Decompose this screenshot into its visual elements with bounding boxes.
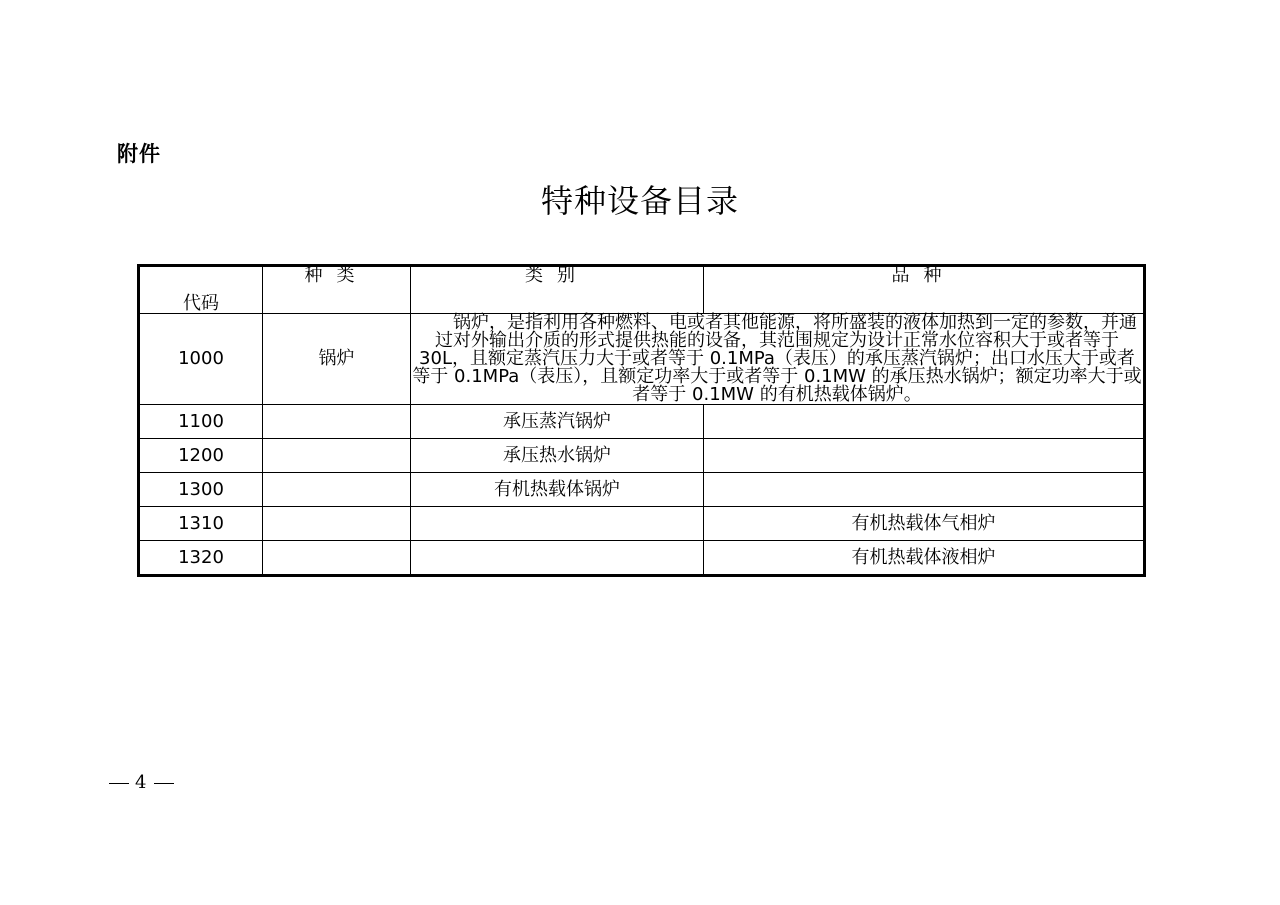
cell-code: 1200 bbox=[139, 439, 263, 473]
cell-category: 承压蒸汽锅炉 bbox=[411, 405, 704, 439]
cell-kind bbox=[263, 473, 411, 507]
cell-variety bbox=[704, 405, 1145, 439]
cell-variety bbox=[704, 439, 1145, 473]
cell-code: 1310 bbox=[139, 507, 263, 541]
cell-code: 1300 bbox=[139, 473, 263, 507]
table-row bbox=[139, 473, 1145, 507]
document-title: 特种设备目录 bbox=[540, 182, 739, 220]
cell-code: 1100 bbox=[139, 405, 263, 439]
cell-kind bbox=[263, 541, 411, 576]
table-header-row bbox=[139, 266, 1145, 314]
cell-category bbox=[411, 541, 704, 576]
cell-code: 1320 bbox=[139, 541, 263, 576]
cell-kind: 锅炉 bbox=[263, 314, 411, 405]
cell-category: 承压热水锅炉 bbox=[411, 439, 704, 473]
table-row bbox=[139, 507, 1145, 541]
page-number-value: 4 bbox=[135, 772, 149, 793]
cell-kind bbox=[263, 405, 411, 439]
cell-description bbox=[411, 314, 1145, 405]
header-kind: 种类 bbox=[263, 266, 411, 314]
table-row-main bbox=[139, 314, 1145, 405]
table-row bbox=[139, 405, 1145, 439]
header-variety: 品种 bbox=[704, 266, 1145, 314]
cell-kind bbox=[263, 439, 411, 473]
dash-left bbox=[109, 783, 129, 784]
header-category: 类别 bbox=[411, 266, 704, 314]
cell-kind bbox=[263, 507, 411, 541]
header-code: 代码 bbox=[139, 266, 263, 314]
table-row bbox=[139, 439, 1145, 473]
cell-variety: 有机热载体液相炉 bbox=[704, 541, 1145, 576]
cell-variety: 有机热载体气相炉 bbox=[704, 507, 1145, 541]
cell-variety bbox=[704, 473, 1145, 507]
equipment-catalog-table bbox=[137, 264, 1146, 577]
cell-code: 1000 bbox=[139, 314, 263, 405]
attachment-label: 附件 bbox=[117, 142, 161, 166]
cell-category bbox=[411, 507, 704, 541]
description-text: 锅炉，是指利用各种燃料、电或者其他能源，将所盛装的液体加热到一定的参数，并通过对外输出介质的形式提供热能的设备，其范围规定为设计正常水位容积大于或者等于30L，且额定蒸汽压力大于或者等于 0.1MPa（表压）的承压蒸汽锅炉；出口水压大于或者等于 0.1MPa（表压），且额定功率大于或者等于 0.1MW 的承压热水锅炉；额定功率大于或者等于 0.1MW 的有机热载体锅炉。 bbox=[412, 312, 1142, 405]
dash-right bbox=[154, 783, 174, 784]
cell-category: 有机热载体锅炉 bbox=[411, 473, 704, 507]
page-number bbox=[103, 772, 180, 793]
table-row bbox=[139, 541, 1145, 576]
